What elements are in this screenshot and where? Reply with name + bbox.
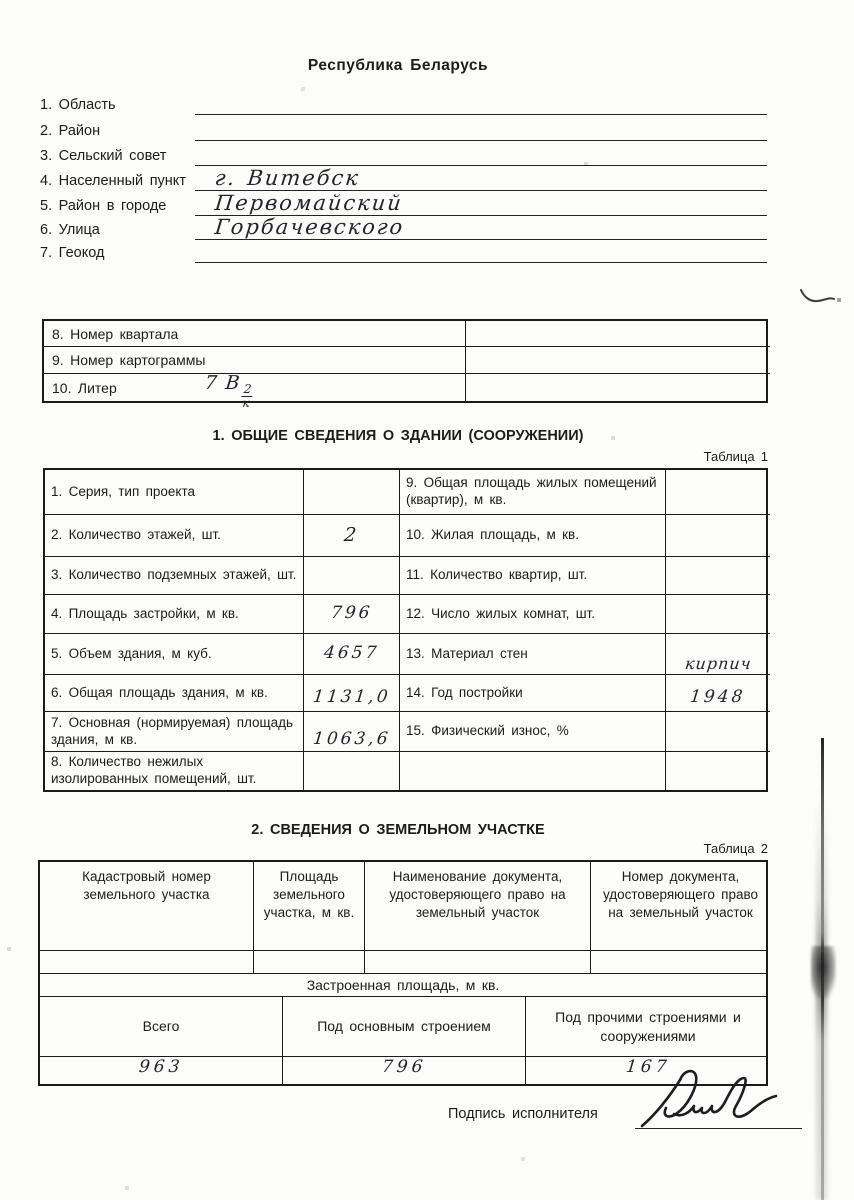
builtup-header: Под основным строением bbox=[283, 997, 526, 1056]
t1-label bbox=[400, 752, 666, 790]
handwritten-value: кирпич bbox=[683, 654, 753, 673]
field-label: 5. Район в городе bbox=[40, 198, 167, 214]
t1-value bbox=[304, 712, 400, 752]
litera-main: 7 В bbox=[203, 372, 241, 394]
handwritten-value: 167 bbox=[624, 1057, 672, 1077]
quarter-table bbox=[42, 319, 768, 410]
t1-label: 2. Количество этажей, шт. bbox=[45, 515, 304, 557]
litera-denominator: к bbox=[241, 396, 251, 410]
country-title: Республика Беларусь bbox=[307, 57, 489, 74]
handwritten-value: 1063,6 bbox=[311, 728, 392, 749]
builtup-area-title: Застроенная площадь, м кв. bbox=[40, 974, 766, 997]
t1-label: 14. Год постройки bbox=[400, 675, 666, 712]
t2-empty-cell bbox=[254, 951, 365, 973]
t1-label: 5. Объем здания, м куб. bbox=[45, 634, 304, 675]
t2-empty-cell bbox=[40, 951, 254, 973]
t1-value bbox=[304, 470, 400, 515]
t2-header: Площадь земельного участка, м кв. bbox=[254, 862, 365, 950]
t1-label: 3. Количество подземных этажей, шт. bbox=[45, 557, 304, 595]
t1-label: 4. Площадь застройки, м кв. bbox=[45, 595, 304, 634]
quarter-label-cell bbox=[44, 372, 466, 410]
t1-label: 13. Материал стен bbox=[400, 634, 666, 675]
handwritten-value: г. Витебск bbox=[213, 166, 362, 190]
field-row-geokod bbox=[40, 237, 767, 263]
executor-signature bbox=[636, 1066, 796, 1130]
t1-value bbox=[666, 634, 770, 675]
quarter-value-cell bbox=[466, 321, 770, 347]
t1-value bbox=[666, 675, 770, 712]
scan-artifact-mark bbox=[800, 288, 836, 308]
t1-label: 1. Серия, тип проекта bbox=[45, 470, 304, 515]
t1-label: 12. Число жилых комнат, шт. bbox=[400, 595, 666, 634]
t2-header: Кадастровый номер земельного участка bbox=[40, 862, 254, 950]
t1-value bbox=[304, 557, 400, 595]
field-label: 1. Область bbox=[40, 97, 116, 113]
builtup-value bbox=[283, 1057, 526, 1084]
t1-value bbox=[666, 752, 770, 790]
t1-label: 9. Общая площадь жилых помещений (квартир), м кв. bbox=[400, 470, 666, 515]
t1-label: 7. Основная (нормируемая) площадь здания, м кв. bbox=[45, 712, 304, 752]
handwritten-litera bbox=[202, 372, 255, 409]
handwritten-value: 796 bbox=[380, 1057, 428, 1077]
field-row-raion-goroda bbox=[40, 190, 767, 216]
field-label: 6. Улица bbox=[40, 222, 100, 238]
builtup-header: Под прочими строениями и сооружениями bbox=[555, 1008, 741, 1044]
builtup-value bbox=[40, 1057, 283, 1084]
field-label: 4. Населенный пункт bbox=[40, 173, 186, 189]
field-label: 2. Район bbox=[40, 123, 101, 139]
t1-label: 15. Физический износ, % bbox=[400, 712, 666, 752]
table1-label: Таблица 1 bbox=[703, 449, 768, 464]
section1-title: 1. ОБЩИЕ СВЕДЕНИЯ О ЗДАНИИ (СООРУЖЕНИИ) bbox=[212, 428, 584, 444]
t1-value bbox=[304, 595, 400, 634]
field-row-oblast bbox=[40, 89, 767, 115]
field-label: 10. Литер bbox=[52, 379, 117, 396]
builtup-header: Всего bbox=[40, 997, 283, 1056]
field-row-selsovet bbox=[40, 140, 767, 166]
t1-value bbox=[666, 470, 770, 515]
building-info-table bbox=[43, 468, 768, 792]
t1-value bbox=[666, 595, 770, 634]
t2-empty-cell bbox=[591, 951, 770, 973]
t1-label: 8. Количество нежилых изолированных помещений, шт. bbox=[45, 752, 304, 790]
t1-label: 10. Жилая площадь, м кв. bbox=[400, 515, 666, 557]
litera-numerator: 2 bbox=[241, 383, 254, 397]
t2-empty-row bbox=[40, 951, 766, 974]
t1-value bbox=[304, 634, 400, 675]
quarter-value-cell bbox=[466, 374, 770, 401]
field-row-punkt bbox=[40, 165, 767, 191]
handwritten-value: 4657 bbox=[322, 643, 381, 664]
handwritten-value: 2 bbox=[342, 523, 361, 546]
handwritten-value: Первомайский bbox=[213, 191, 405, 215]
t1-value bbox=[666, 712, 770, 752]
handwritten-value: 1948 bbox=[689, 687, 747, 708]
table2-label: Таблица 2 bbox=[703, 841, 768, 856]
litera-fraction bbox=[240, 383, 254, 409]
t1-value bbox=[304, 752, 400, 790]
t2-header: Наименование документа, удостоверяющего право на земельный участок bbox=[365, 862, 591, 950]
handwritten-value: 796 bbox=[329, 603, 374, 624]
quarter-label-cell: 9. Номер картограммы bbox=[44, 347, 466, 374]
handwritten-value: 1131,0 bbox=[311, 687, 392, 708]
t1-label: 11. Количество квартир, шт. bbox=[400, 557, 666, 595]
field-label: 7. Геокод bbox=[40, 245, 105, 261]
land-plot-table bbox=[38, 860, 768, 1086]
section2-title: 2. СВЕДЕНИЯ О ЗЕМЕЛЬНОМ УЧАСТКЕ bbox=[251, 822, 545, 838]
scan-noise-specks bbox=[0, 0, 2, 2]
t1-value bbox=[304, 675, 400, 712]
t2-header: Номер документа, удостоверяющего право на земельный участок bbox=[602, 869, 759, 921]
scan-artifact-blob bbox=[811, 946, 836, 998]
quarter-label-cell: 8. Номер квартала bbox=[44, 321, 466, 347]
handwritten-value: 963 bbox=[137, 1057, 185, 1077]
field-blank-line bbox=[195, 262, 767, 263]
t1-label: 6. Общая площадь здания, м кв. bbox=[45, 675, 304, 712]
quarter-value-cell bbox=[466, 347, 770, 374]
field-row-raion bbox=[40, 115, 767, 141]
t2-header-row bbox=[40, 862, 766, 951]
t1-value bbox=[666, 557, 770, 595]
builtup-header-row bbox=[40, 997, 766, 1057]
t1-value bbox=[304, 515, 400, 557]
signature-label: Подпись исполнителя bbox=[448, 1106, 598, 1122]
t1-value bbox=[666, 515, 770, 557]
field-label: 3. Сельский совет bbox=[40, 148, 167, 164]
t2-empty-cell bbox=[365, 951, 591, 973]
handwritten-value: Горбачевского bbox=[213, 215, 406, 239]
